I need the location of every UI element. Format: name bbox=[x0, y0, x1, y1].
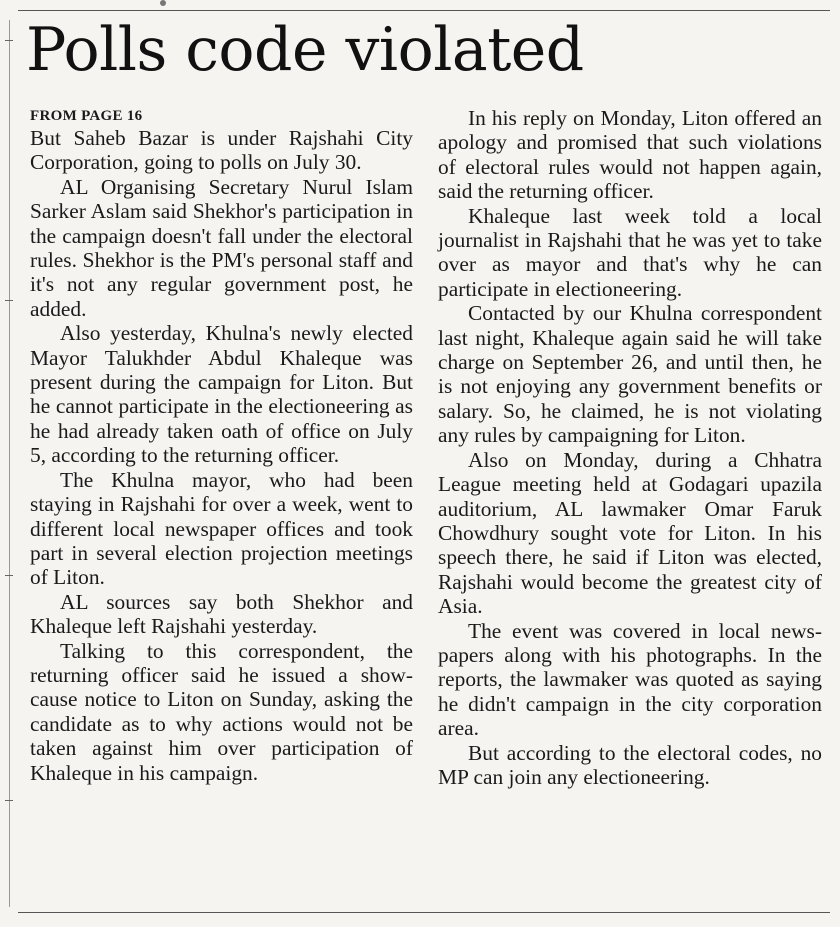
paragraph: AL sources say both Shekhor and Khaleque left Rajshahi yesterday. bbox=[30, 589, 413, 639]
paragraph: But according to the electoral codes, no MP can join any electioneering. bbox=[438, 740, 822, 789]
headline: Polls code violated bbox=[26, 15, 584, 85]
paragraph: In his reply on Monday, Liton offered an apology and promised that such violations of electoral rules would not happen again, said the returning officer. bbox=[438, 106, 822, 204]
edge-tick bbox=[5, 300, 13, 301]
paragraph: Contacted by our Khulna correspondent last night, Khaleque again said he will take charge on September 26, and until then, he is not enjoying any government benefits or salary. So, he claimed, he is not violating any rules by campaigning for Liton. bbox=[438, 301, 822, 448]
paragraph: But Saheb Bazar is under Rajshahi City Corporation, going to polls on July 30. bbox=[30, 126, 413, 175]
page-edge bbox=[9, 20, 10, 907]
paragraph: Also yesterday, Khulna's newly elected Mayor Talukhder Abdul Khaleque was present during the campaign for Liton. But he cannot participate in the electioneering as he had already taken oath of office on July 5, according to the returning officer. bbox=[30, 321, 413, 468]
top-rule bbox=[18, 10, 830, 11]
paragraph: Khaleque last week told a local journalist in Rajshahi that he was yet to take over as mayor and that's why he can participate in electioneering. bbox=[438, 203, 822, 301]
paragraph: Also on Monday, during a Chhatra League meeting held at Godagari upazila auditorium, AL lawmaker Omar Faruk Chowdhury sought vote for Liton. In his speech there, he said if Liton was elected, Rajshahi would become the greatest city of Asia. bbox=[438, 447, 822, 619]
top-mark bbox=[160, 0, 166, 6]
article-column-right bbox=[438, 106, 822, 789]
paragraph: AL Organising Secretary Nurul Islam Sarker Aslam said Shekhor's participation in the campaign doesn't fall under the electoral rules. Shekhor is the PM's personal staff and it's not any regular government post, he added. bbox=[30, 174, 413, 321]
edge-tick bbox=[5, 575, 13, 576]
article-column-left bbox=[30, 106, 413, 785]
edge-tick bbox=[5, 40, 13, 41]
paragraph: The event was covered in local newspapers along with his photographs. In the reports, the lawmaker was quoted as saying he didn't campaign in the city corporation area. bbox=[438, 618, 822, 741]
paragraph: The Khulna mayor, who had been staying in Rajshahi for over a week, went to different local newspaper offices and took part in several election projection meetings of Liton. bbox=[30, 467, 413, 590]
paragraph: Talking to this correspondent, the returning officer said he issued a show-cause notice to Liton on Sunday, asking the candidate as to why actions would not be taken against him over participation of Khaleque in his campaign. bbox=[30, 638, 413, 785]
bottom-rule bbox=[18, 912, 830, 913]
edge-tick bbox=[5, 800, 13, 801]
jump-line: FROM PAGE 16 bbox=[30, 108, 143, 124]
